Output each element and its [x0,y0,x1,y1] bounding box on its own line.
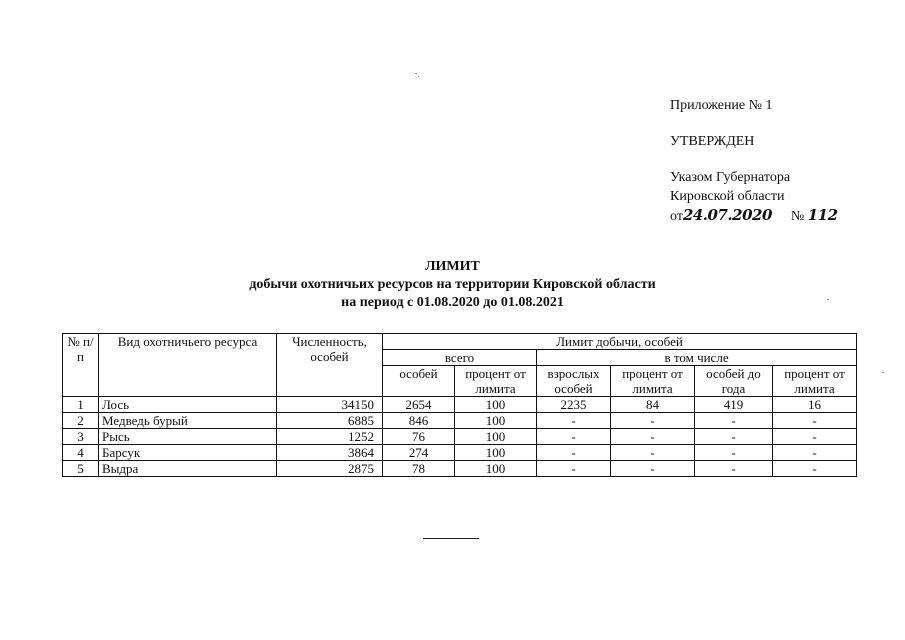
header-total-group: всего [383,350,537,366]
header-species: Вид охотничьего ресурса [99,334,277,397]
header-under-year-percent: процент от лимита [773,366,857,397]
row-adults-pct: - [611,445,695,461]
scan-speck [415,73,417,74]
row-total: 846 [383,413,455,429]
row-adults: - [537,429,611,445]
header-adults: взрослых особей [537,366,611,397]
row-adults: - [537,461,611,477]
row-total-pct: 100 [455,413,537,429]
row-young: - [695,429,773,445]
table-row [63,461,857,477]
row-young: - [695,461,773,477]
approved-label: УТВЕРЖДЕН [670,134,755,149]
row-population: 2875 [277,461,383,477]
header-under-year: особей до года [695,366,773,397]
row-young-pct: - [773,429,857,445]
row-adults-pct: 84 [611,397,695,413]
row-young: 419 [695,397,773,413]
row-adults: - [537,445,611,461]
row-species: Лось [99,397,277,413]
document-title [0,258,905,312]
header-including-group: в том числе [537,350,857,366]
row-total-pct: 100 [455,445,537,461]
header-individuals: особей [383,366,455,397]
row-population: 1252 [277,429,383,445]
row-young: - [695,445,773,461]
row-species: Медведь бурый [99,413,277,429]
decree-line-1: Указом Губернатора [670,170,791,185]
row-total: 76 [383,429,455,445]
row-population: 6885 [277,413,383,429]
title-line-3: на период с 01.08.2020 до 01.08.2021 [341,295,564,310]
row-young-pct: - [773,445,857,461]
row-young: - [695,413,773,429]
title-line-2: добычи охотничьих ресурсов на территории Кировской области [249,277,656,292]
row-total-pct: 100 [455,461,537,477]
row-num: 4 [63,445,99,461]
header-num: № п/п [63,334,99,397]
table-row [63,397,857,413]
header-adults-percent: процент от лимита [611,366,695,397]
scan-speck [418,76,419,77]
row-adults-pct: - [611,413,695,429]
limit-table [62,333,857,477]
row-population: 3864 [277,445,383,461]
decree-date-line [670,206,838,226]
row-num: 5 [63,461,99,477]
date-prefix: от [670,209,683,224]
row-total: 78 [383,461,455,477]
row-population: 34150 [277,397,383,413]
table-row [63,445,857,461]
header-limit-group: Лимит добычи, особей [383,334,857,350]
header-population: Численность, особей [277,334,383,397]
row-adults: 2235 [537,397,611,413]
row-species: Барсук [99,445,277,461]
row-species: Выдра [99,461,277,477]
row-total-pct: 100 [455,397,537,413]
row-num: 2 [63,413,99,429]
appendix-label: Приложение № 1 [670,98,773,113]
row-total-pct: 100 [455,429,537,445]
scan-speck [882,372,884,373]
row-total: 274 [383,445,455,461]
row-species: Рысь [99,429,277,445]
row-adults: - [537,413,611,429]
row-num: 1 [63,397,99,413]
row-young-pct: - [773,413,857,429]
title-line-1: ЛИМИТ [425,259,480,274]
row-total: 2654 [383,397,455,413]
row-young-pct: 16 [773,397,857,413]
row-adults-pct: - [611,461,695,477]
closing-rule [423,538,479,539]
row-num: 3 [63,429,99,445]
approval-block [670,96,838,226]
table-row [63,413,857,429]
row-young-pct: - [773,461,857,477]
decree-line-2: Кировской области [670,189,785,204]
number-prefix: № [790,209,805,224]
row-adults-pct: - [611,429,695,445]
header-percent-of-limit: процент от лимита [455,366,537,397]
handwritten-number: 112 [807,206,838,224]
table-row [63,429,857,445]
handwritten-date: 24.07.2020 [682,206,772,224]
